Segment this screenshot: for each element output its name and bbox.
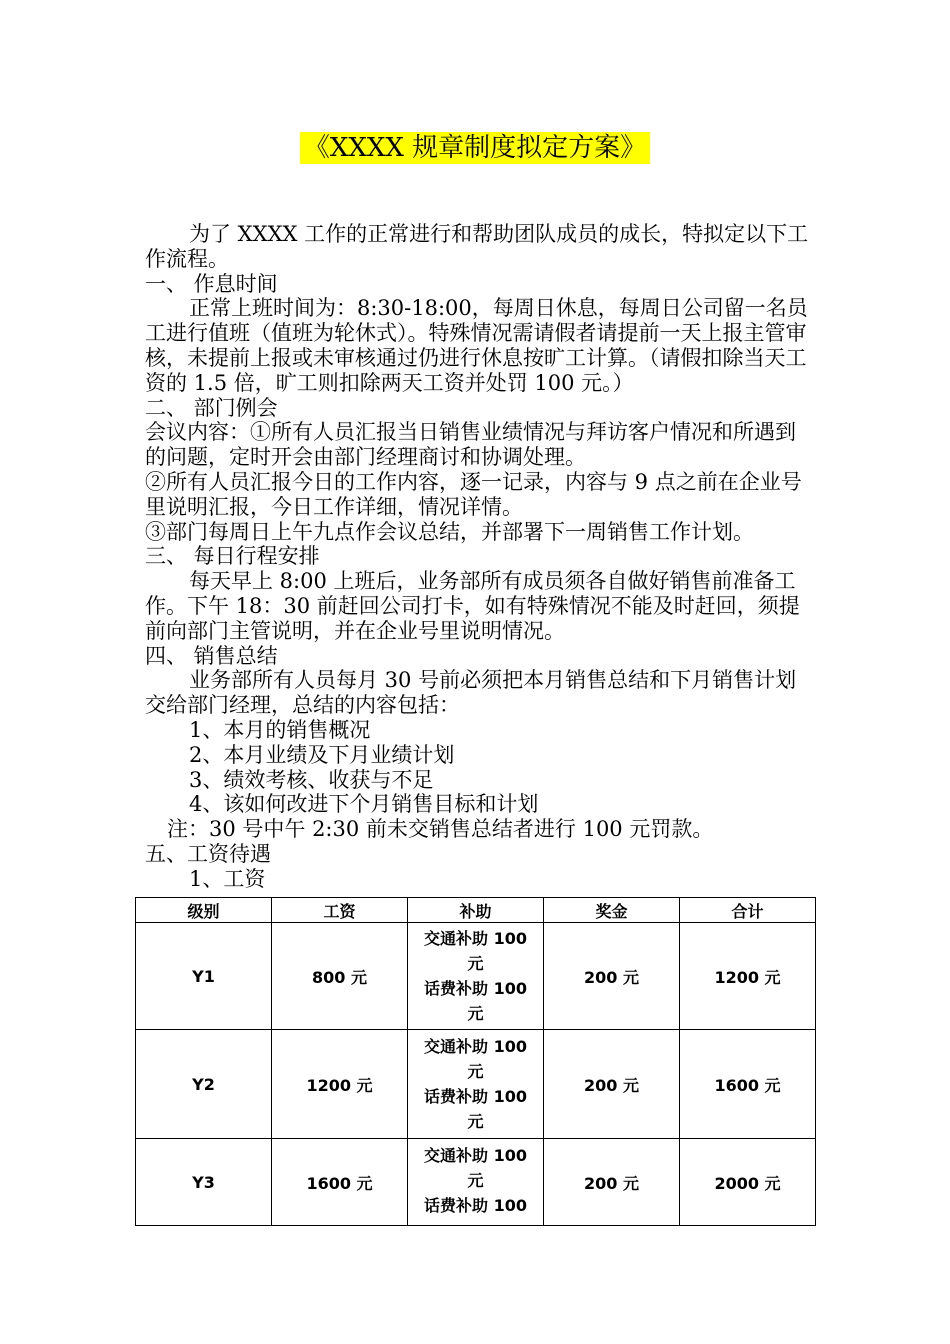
cell-subsidy	[408, 923, 544, 1030]
salary-table	[135, 897, 816, 1226]
title-container	[0, 132, 950, 164]
summary-list-item: 2、本月业绩及下月业绩计划	[189, 742, 455, 767]
section-heading-salary: 五、工资待遇	[145, 841, 271, 866]
intro-paragraph: 为了 XXXX 工作的正常进行和帮助团队成员的成长，特拟定以下工作流程。	[145, 222, 809, 271]
table-header-row	[136, 898, 816, 923]
subsidy-cell-clip	[412, 1143, 539, 1221]
cell-level: Y3	[136, 1139, 272, 1226]
rest-time-paragraph: 正常上班时间为：8:30-18:00，每周日休息，每周日公司留一名员工进行值班（值班为轮休式）。特殊情况需请假者请提前一天上报主管审核，未提前上报或未审核通过仍进行休息按旷工计算。（请假扣除当天工资的 1.5 倍，旷工则扣除两天工资并处罚 100 元。）	[145, 296, 808, 395]
cell-bonus: 200 元	[544, 923, 680, 1030]
subsidy-phone: 话费补助 100	[424, 1196, 527, 1215]
cell-level: Y1	[136, 923, 272, 1030]
cell-total: 1200 元	[680, 923, 816, 1030]
header-level: 级别	[136, 898, 272, 923]
subsidy-transport: 交通补助 100 元	[424, 929, 527, 973]
header-bonus: 奖金	[544, 898, 680, 923]
cell-bonus: 200 元	[544, 1139, 680, 1226]
cell-salary: 1600 元	[272, 1139, 408, 1226]
header-total: 合计	[680, 898, 816, 923]
subsidy-phone: 话费补助 100 元	[424, 979, 527, 1023]
section-heading-schedule: 三、 每日行程安排	[145, 544, 320, 569]
cell-total: 1600 元	[680, 1030, 816, 1139]
meeting-paragraph-1: 会议内容：①所有人员汇报当日销售业绩情况与拜访客户情况和所遇到的问题，定时开会由部门经理商讨和协调处理。	[145, 420, 796, 470]
summary-paragraph: 业务部所有人员每月 30 号前必须把本月销售总结和下月销售计划交给部门经理，总结的内容包括：	[145, 668, 797, 718]
schedule-paragraph: 每天早上 8:00 上班后，业务部所有成员须各自做好销售前准备工作。下午 18：30 前赶回公司打卡，如有特殊情况不能及时赶回，须提前向部门主管说明，并在企业号里说明情况。	[145, 569, 800, 643]
summary-list-item: 1、本月的销售概况	[189, 717, 371, 742]
table-row	[136, 923, 816, 1030]
summary-list-item: 4、该如何改进下个月销售目标和计划	[189, 792, 539, 817]
subsidy-phone: 话费补助 100 元	[424, 1087, 527, 1131]
section-heading-meeting: 二、 部门例会	[145, 395, 278, 420]
cell-subsidy	[408, 1030, 544, 1139]
header-salary: 工资	[272, 898, 408, 923]
cell-level: Y2	[136, 1030, 272, 1139]
cell-salary: 1200 元	[272, 1030, 408, 1139]
summary-note: 注：30 号中午 2:30 前未交销售总结者进行 100 元罚款。	[167, 817, 714, 842]
cell-salary: 800 元	[272, 923, 408, 1030]
meeting-paragraph-2: ②所有人员汇报今日的工作内容，逐一记录，内容与 9 点之前在企业号里说明汇报，今日工作详细，情况详情。	[145, 469, 802, 519]
header-subsidy: 补助	[408, 898, 544, 923]
section-heading-rest-time: 一、 作息时间	[145, 271, 278, 296]
summary-list-item: 3、绩效考核、收获与不足	[189, 767, 434, 792]
subsidy-transport: 交通补助 100 元	[424, 1146, 527, 1190]
cell-bonus: 200 元	[544, 1030, 680, 1139]
meeting-paragraph-3: ③部门每周日上午九点作会议总结，并部署下一周销售工作计划。	[145, 519, 754, 544]
cell-total: 2000 元	[680, 1139, 816, 1226]
document-body	[145, 222, 815, 892]
table-row	[136, 1139, 816, 1226]
page-title: 《XXXX 规章制度拟定方案》	[300, 132, 650, 164]
table-row	[136, 1030, 816, 1139]
subsidy-transport: 交通补助 100 元	[424, 1037, 527, 1081]
cell-subsidy	[408, 1139, 544, 1226]
section-heading-summary: 四、 销售总结	[145, 643, 278, 668]
salary-subheading: 1、工资	[189, 866, 266, 891]
